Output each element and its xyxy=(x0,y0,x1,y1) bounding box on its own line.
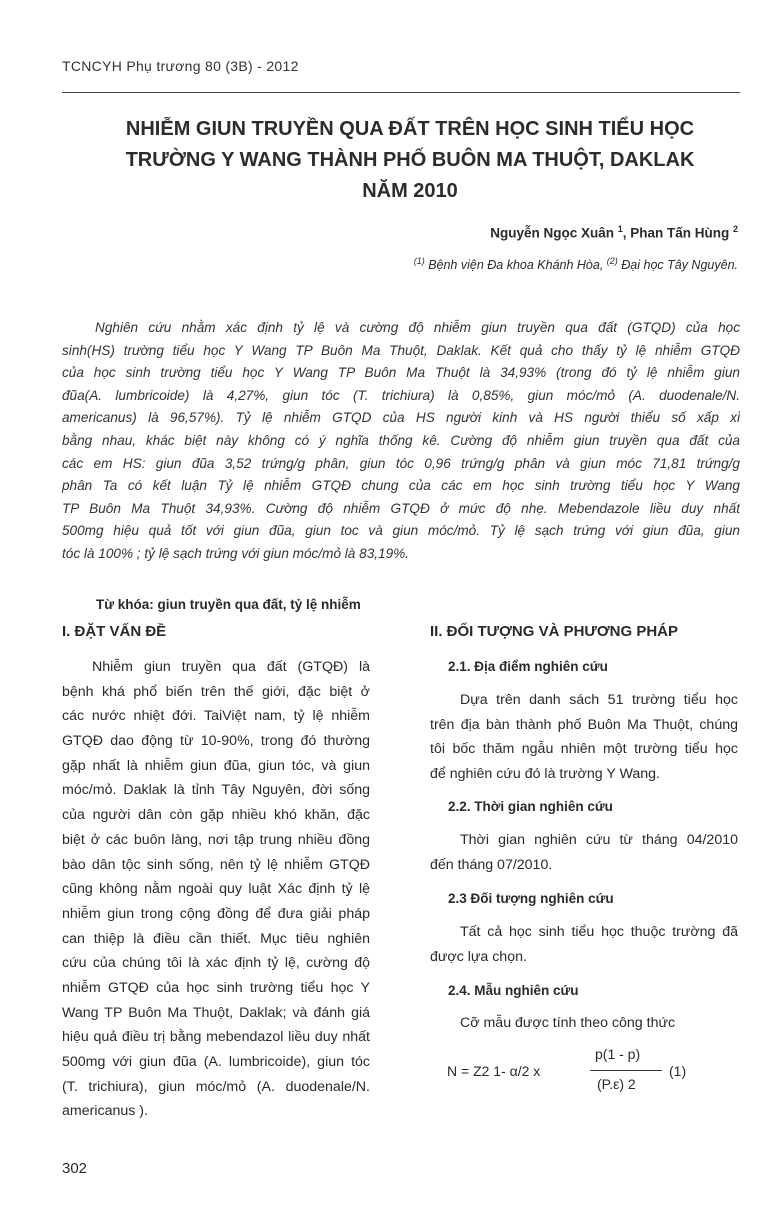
text-line: được lựa chọn. xyxy=(430,948,527,965)
subsection-heading: 2.1. Địa điểm nghiên cứu xyxy=(448,659,608,674)
text-line: biệt ở các buôn làng, nơi tập trung nhiều đồng xyxy=(62,831,370,848)
text-line: nhiễm GTQĐ của học sinh trường tiểu học Y xyxy=(62,979,370,996)
fraction-bar xyxy=(590,1070,662,1071)
text-line: để nghiên cứu đó là trường Y Wang. xyxy=(430,766,660,783)
affil-mark: (2) xyxy=(606,256,618,266)
keywords: Từ khóa: giun truyền qua đất, tỷ lệ nhiễm xyxy=(96,597,361,612)
text-line: móc/mỏ. Daklak là tỉnh Tây Nguyên, đời sống xyxy=(62,782,370,799)
text-line: gặp nhất là nhiễm giun đũa, giun tóc, và giun xyxy=(62,757,370,774)
paragraph xyxy=(430,920,738,969)
page-number: 302 xyxy=(62,1160,88,1177)
intro-paragraph xyxy=(62,655,370,1124)
affil-2: Đại học Tây Nguyên. xyxy=(617,258,738,273)
section-heading: I. ĐẶT VẤN ĐỀ xyxy=(62,623,167,640)
text-line: tóc là 100% ; tỷ lệ sạch trứng với giun móc/mỏ là 83,19%. xyxy=(62,545,410,561)
text-line: americanus ). xyxy=(62,1103,148,1120)
text-line: đến tháng 07/2010. xyxy=(430,856,553,873)
text-line: các em HS: giun đũa 3,52 trứng/g phân, giun tóc 0,96 trứng/g phân và giun móc 71,81 trứng/g xyxy=(62,455,740,471)
text-line: sinh(HS) trường tiểu học Y Wang TP Buôn Ma Thuột, Daklak. Kết quả cho thấy tỷ lệ nhiễm GTQĐ xyxy=(62,342,740,358)
text-line: nhiễm giun trong cộng đồng để đưa giải pháp xyxy=(62,905,370,922)
text-line: của người dân còn gặp nhiều khó khăn, đặc xyxy=(62,807,370,824)
text-line: 500mg hiệu quả tốt với giun đũa, giun toc và giun móc/mỏ. Tỷ lệ sạch trứng với giun đũa, giun xyxy=(62,523,740,539)
section-heading: II. ĐỐI TƯỢNG VÀ PHƯƠNG PHÁP xyxy=(430,623,678,640)
text-line: GTQĐ dao động từ 10-90%, trong đó thường xyxy=(62,733,370,750)
text-line: các nước nhiệt đới. TaiViệt nam, tỷ lệ nhiễm xyxy=(62,708,370,725)
text-line: Dựa trên danh sách 51 trường tiểu học xyxy=(460,692,738,708)
author-1-affil: 1 xyxy=(617,224,623,234)
authors xyxy=(490,224,738,241)
text-line: Wang TP Buôn Ma Thuột, Daklak; và đánh giá xyxy=(62,1004,370,1021)
text-line: TP Buôn Ma Thuột 34,93%. Cường độ nhiễm GTQĐ ở mức độ nhẹ. Mebendazole liều duy nhất xyxy=(62,500,740,516)
text-line: tôi bốc thăm ngẫu nhiên một trường tiểu học xyxy=(430,741,738,758)
text-line: bệnh khá phổ biến trên thế giới, đặc biệt ở xyxy=(62,683,370,700)
affil-mark: (1) xyxy=(413,256,425,266)
text-line: Cỡ mẫu được tính theo công thức xyxy=(460,1015,676,1031)
formula-lhs: N = Z2 1- α/2 x xyxy=(447,1063,541,1079)
text-line: cứu của chúng tôi là xác định tỷ lệ, cường độ xyxy=(62,955,370,972)
title-line: TRƯỜNG Y WANG THÀNH PHỐ BUÔN MA THUỘT, DAKLAK xyxy=(125,149,695,171)
text-line: phân Ta có kết luận Tỷ lệ nhiễm GTQĐ chung của các em học sinh trường tiểu học Y Wang xyxy=(62,478,740,494)
text-line: Tất cả học sinh tiểu học thuộc trường đã xyxy=(460,924,738,940)
subsection-heading: 2.2. Thời gian nghiên cứu xyxy=(448,799,613,814)
title-line: NĂM 2010 xyxy=(362,180,458,202)
equation-number: (1) xyxy=(669,1063,687,1079)
text-line: Thời gian nghiên cứu từ tháng 04/2010 xyxy=(460,832,738,848)
author-1: Nguyễn Ngọc Xuân xyxy=(490,225,618,241)
text-line: trên địa bàn thành phố Buôn Ma Thuột, chúng xyxy=(430,716,738,733)
header-rule xyxy=(62,92,740,93)
text-line: Nghiên cứu nhằm xác định tỷ lệ và cường độ nhiễm giun truyền qua đất (GTQD) của học xyxy=(95,320,740,335)
text-line: Nhiễm giun truyền qua đất (GTQĐ) là xyxy=(92,659,370,675)
text-line: đũa(A. lumbricoide) là 4,27%, giun tóc (T. trichiura) là 0,85%, giun móc/mỏ (A. duodenale/N. xyxy=(62,387,740,403)
text-line: bằng nhau, khác biệt này không có ý nghĩa thống kê. Cường độ nhiễm giun truyền qua đất của xyxy=(62,432,740,448)
text-line: cũng không nằm ngoài quy luật Xác định tỷ lệ xyxy=(62,881,370,898)
subsection-heading: 2.4. Mẫu nghiên cứu xyxy=(448,983,579,998)
journal-header: TCNCYH Phụ trương 80 (3B) - 2012 xyxy=(62,58,299,74)
title-line: NHIỄM GIUN TRUYỀN QUA ĐẤT TRÊN HỌC SINH TIỂU HỌC xyxy=(125,118,695,140)
text-line: bào dân tộc sinh sống, nên tỷ lệ nhiễm GTQĐ xyxy=(62,856,370,873)
article-title xyxy=(40,114,775,207)
author-2-affil: 2 xyxy=(732,224,738,234)
formula-denominator: (P.ε) 2 xyxy=(597,1076,636,1092)
paragraph xyxy=(430,1011,738,1036)
paragraph xyxy=(430,828,738,877)
text-line: (T. trichiura), giun móc/mỏ (A. duodenale/N. xyxy=(62,1078,370,1095)
text-line: 500mg với giun đũa (A. lumbricoide), giun tóc xyxy=(62,1054,370,1070)
subsection-heading: 2.3 Đối tượng nghiên cứu xyxy=(448,891,614,906)
affiliations xyxy=(414,256,738,272)
text-line: americanus) là 96,57%). Tỷ lệ nhiễm GTQD của HS người kinh và HS người thiểu số xấp xỉ xyxy=(62,410,740,426)
text-line: can thiệp là điều cần thiết. Mục tiêu nghiên xyxy=(62,930,370,947)
text-line: hiệu quả điều trị bằng mebendazol liều duy nhất xyxy=(62,1029,370,1046)
formula-numerator: p(1 - p) xyxy=(595,1046,641,1062)
affil-1: Bệnh viện Đa khoa Khánh Hòa, xyxy=(424,258,607,273)
text-line: của học sinh trường tiểu học Y Wang TP Buôn Ma Thuột là 34,93% (trong đó tỷ lệ nhiễm giun xyxy=(62,365,740,381)
paragraph xyxy=(430,688,738,787)
abstract xyxy=(62,317,740,566)
author-2: , Phan Tấn Hùng xyxy=(622,225,733,241)
